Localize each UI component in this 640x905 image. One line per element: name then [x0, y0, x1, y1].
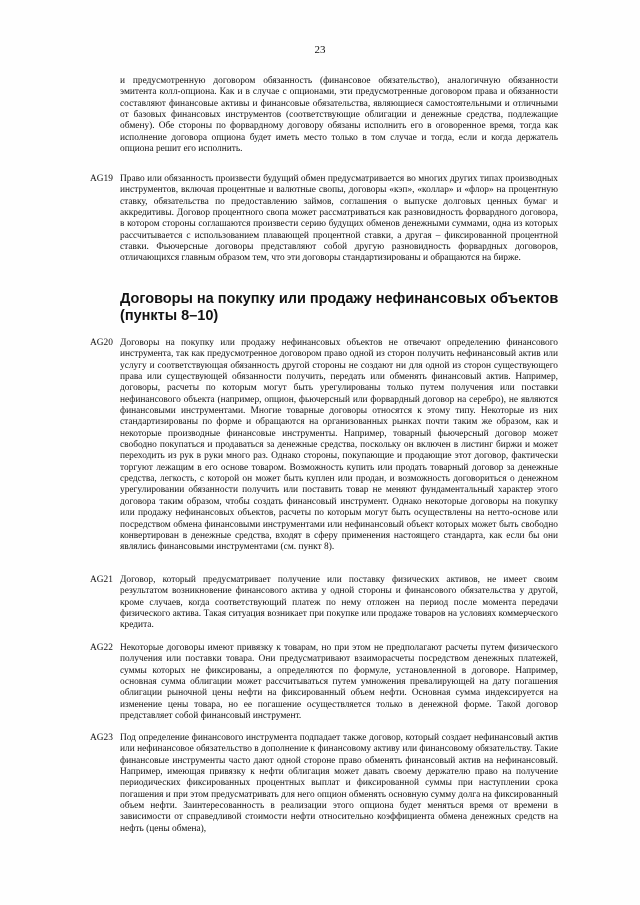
paragraph-text: Договор, который предусматривает получение или поставку физических активов, не имеет своим результатом возникновение финансового актива у одной стороны и финансового обязательства у другой, кроме случаев, когда соответствующий платеж по нему отложен на период после момента передачи физического актива. Такая ситуация возникает при покупке или продаже товаров на условиях коммерческого кредита. [120, 575, 558, 631]
paragraph-number: AG21 [90, 575, 113, 585]
paragraph-text: Договоры на покупку или продажу нефинансовых объектов не отвечают определению финансового инструмента, так как предусмотренное договором право одной из сторон получить нефинансовый актив или услугу и соответствующая обязанность другой стороны не создают ни для одной из сторон существующего права или существующей обязанности получить, передать или обменять финансовый актив. Например, договоры, расчеты по которым могут быть урегулированы только путем получения или поставки нефинансового объекта (например, опцион, фьючерсный или форвардный договор на серебро), не являются финансовыми инструментами. Многие товарные договоры относятся к этому типу. Некоторые из них стандартизированы по форме и обращаются на организованных рынках почти таким же образом, как и некоторые производные финансовые инструменты. Например, товарный фьючерсный договор может свободно покупаться и продаваться за денежные средства, поскольку он включен в листинг биржи и может переходить из рук в руки много раз. Однако стороны, покупающие и продающие этот договор, фактически торгуют лежащим в его основе товаром. Возможность купить или продать товарный договор за денежные средства, легкость, с которой он может быть куплен или продан, и возможность договориться о денежном урегулировании обязанности получить или поставить товар не меняют фундаментальный характер этого договора таким образом, чтобы создать финансовый инструмент. Однако некоторые договоры на покупку или продажу нефинансовых объектов, расчеты по которым могут быть осуществлены на нетто-основе или посредством обмена финансовыми инструментами или нефинансовый объект которых может быть свободно конвертирован в денежные средства, входят в сферу применения настоящего стандарта, как если бы они являлись финансовыми инструментами (см. пункт 8). [120, 338, 558, 553]
paragraph-number: AG23 [90, 733, 113, 743]
paragraph-ag21 [90, 575, 558, 632]
paragraph-ag19 [90, 174, 558, 265]
page-number: 23 [314, 44, 326, 56]
paragraph-text: Некоторые договоры имеют привязку к товарам, но при этом не предполагают расчеты путем физического получения или поставки товара. Они предусматривают взаиморасчеты посредством денежных платежей, суммы которых не фиксированы, а определяются по формуле, установленной в договоре. Например, основная сумма облигации может рассчитываться путем умножения превалирующей на дату погашения облигации рыночной цены нефти на фиксированный объем нефти. Основная сумма индексируется на изменение цены товара, но ее погашение осуществляется только в денежной форме. Такой договор представляет собой финансовый инструмент. [120, 643, 558, 722]
paragraph-text: Под определение финансового инструмента подпадает также договор, который создает нефинансовый актив или нефинансовое обязательство в дополнение к финансовому активу или финансовому обязательству. Такие финансовые инструменты часто дают одной стороне право обменять финансовый актив на нефинансовый. Например, имеющая привязку к нефти облигация может давать своему держателю право на получение периодических фиксированных процентных выплат и фиксированной суммы при наступлении срока погашения и при этом предусматривать для него опцион обменять основную сумму долга на фиксированный объем нефти. Заинтересованность в реализации этого опциона будет меняться время от времени в зависимости от справедливой стоимости нефти относительно коэффициента обмена денежных средств на нефть (цены обмена), [120, 733, 558, 834]
paragraph-ag22 [90, 643, 558, 722]
paragraph-number: AG20 [90, 338, 113, 348]
paragraph-number: AG19 [90, 174, 113, 184]
paragraph-number: AG22 [90, 643, 113, 653]
paragraph-ag23 [90, 733, 558, 835]
paragraph-text: Право или обязанность произвести будущий обмен предусматривается во многих других типах производных инструментов, включая процентные и валютные свопы, договоры «кэп», «коллар» и «флор» на процентную ставку, обязательства по предоставлению займов, соглашения о выпуске долговых ценных бумаг и аккредитивы. Договор процентного свопа может рассматриваться как разновидность форвардного договора, в котором стороны соглашаются произвести серию будущих обменов денежными суммами, одна из которых рассчитывается с использованием плавающей процентной ставки, а другая – фиксированной процентной ставки. Фьючерсные договоры представляют собой другую разновидность форвардных договоров, отличающихся главным образом тем, что эти договоры стандартизированы и обращаются на бирже. [120, 174, 558, 264]
continued-paragraph: и предусмотренную договором обязанность (финансовое обязательство), аналогичную обязанности эмитента колл-опциона. Как и в случае с опционами, эти предусмотренные договором права и обязанности составляют финансовые активы и финансовые обязательства, являющиеся самостоятельными и отличными от базовых финансовых инструментов (соответствующие облигации и денежные средства, подлежащие обмену). Обе стороны по форвардному договору обязаны исполнить его в оговоренное время, тогда как исполнение договора опциона будет иметь место только в том случае и тогда, если и когда держатель опциона решит его исполнить. [120, 76, 558, 155]
section-heading: Договоры на покупку или продажу нефинансовых объектов (пункты 8–10) [120, 291, 559, 324]
paragraph-ag20 [90, 338, 558, 554]
